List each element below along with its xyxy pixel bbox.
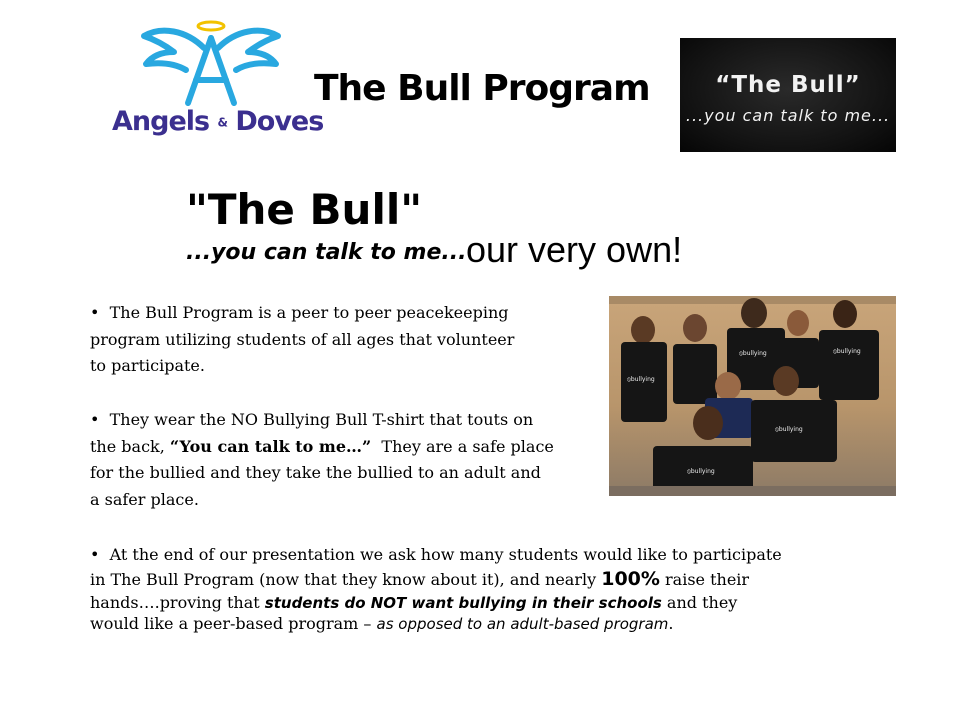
angels-doves-logo xyxy=(108,18,324,143)
tagline: ...you can talk to me... xyxy=(186,240,467,265)
shirt-quote: “You can talk to me…” xyxy=(169,436,372,456)
bullet-1-line-1: • The Bull Program is a peer to peer peacekeeping xyxy=(90,303,509,322)
emphasis-text-italic: as opposed to an adult-based program xyxy=(376,615,669,633)
students-photo xyxy=(609,296,896,496)
bullet-1 xyxy=(90,300,590,380)
bullet-1-line-2: program utilizing students of all ages that volunteer xyxy=(90,329,515,349)
bull-shirt-photo xyxy=(680,38,896,152)
bullet-3 xyxy=(90,542,890,634)
shirt-print: ⦸bullying xyxy=(775,426,803,433)
bullet-marker: • xyxy=(90,303,100,322)
headline: "The Bull" xyxy=(186,185,423,234)
shirt-print: ⦸bullying xyxy=(627,376,655,383)
bullet-2 xyxy=(90,407,620,513)
emphasis-text: students do NOT want bullying in their schools xyxy=(264,594,662,612)
shirt-photo-line1: “The Bull” xyxy=(715,72,861,98)
bullet-3-line-3: hands….proving that students do NOT want bullying in their schools and they xyxy=(90,593,738,612)
bullet-3-line-1: • At the end of our presentation we ask how many students would like to participate xyxy=(90,545,782,564)
bullet-1-line-3: to participate. xyxy=(90,356,205,375)
logo-word-doves: Doves xyxy=(235,106,324,137)
page-title: The Bull Program xyxy=(314,68,650,109)
percentage-highlight: 100% xyxy=(601,568,660,590)
angel-wings-icon xyxy=(136,18,286,113)
bullet-3-line-2: in The Bull Program (now that they know about it), and nearly 100% raise their xyxy=(90,568,750,590)
bullet-marker: • xyxy=(90,410,100,429)
bullet-marker: • xyxy=(90,545,100,564)
shirt-print: ⦸bullying xyxy=(739,350,767,357)
logo-ampersand: & xyxy=(217,115,227,130)
shirt-photo-line2: ...you can talk to me... xyxy=(685,106,891,125)
shirt-print: ⦸bullying xyxy=(833,348,861,355)
logo-wordmark xyxy=(112,106,323,137)
shirt-print: ⦸bullying xyxy=(687,468,715,475)
bullet-3-line-4: would like a peer-based program – as opposed to an adult-based program. xyxy=(90,614,674,633)
tagline-suffix: our very own! xyxy=(466,229,683,270)
bullet-2-line-4: a safer place. xyxy=(90,489,199,509)
bullet-2-line-1: • They wear the NO Bullying Bull T-shirt that touts on xyxy=(90,410,534,429)
bullet-2-line-2: the back, “You can talk to me…” They are a safe place xyxy=(90,436,554,456)
logo-word-angels: Angels xyxy=(112,106,210,137)
bullet-2-line-3: for the bullied and they take the bullied to an adult and xyxy=(90,463,541,482)
